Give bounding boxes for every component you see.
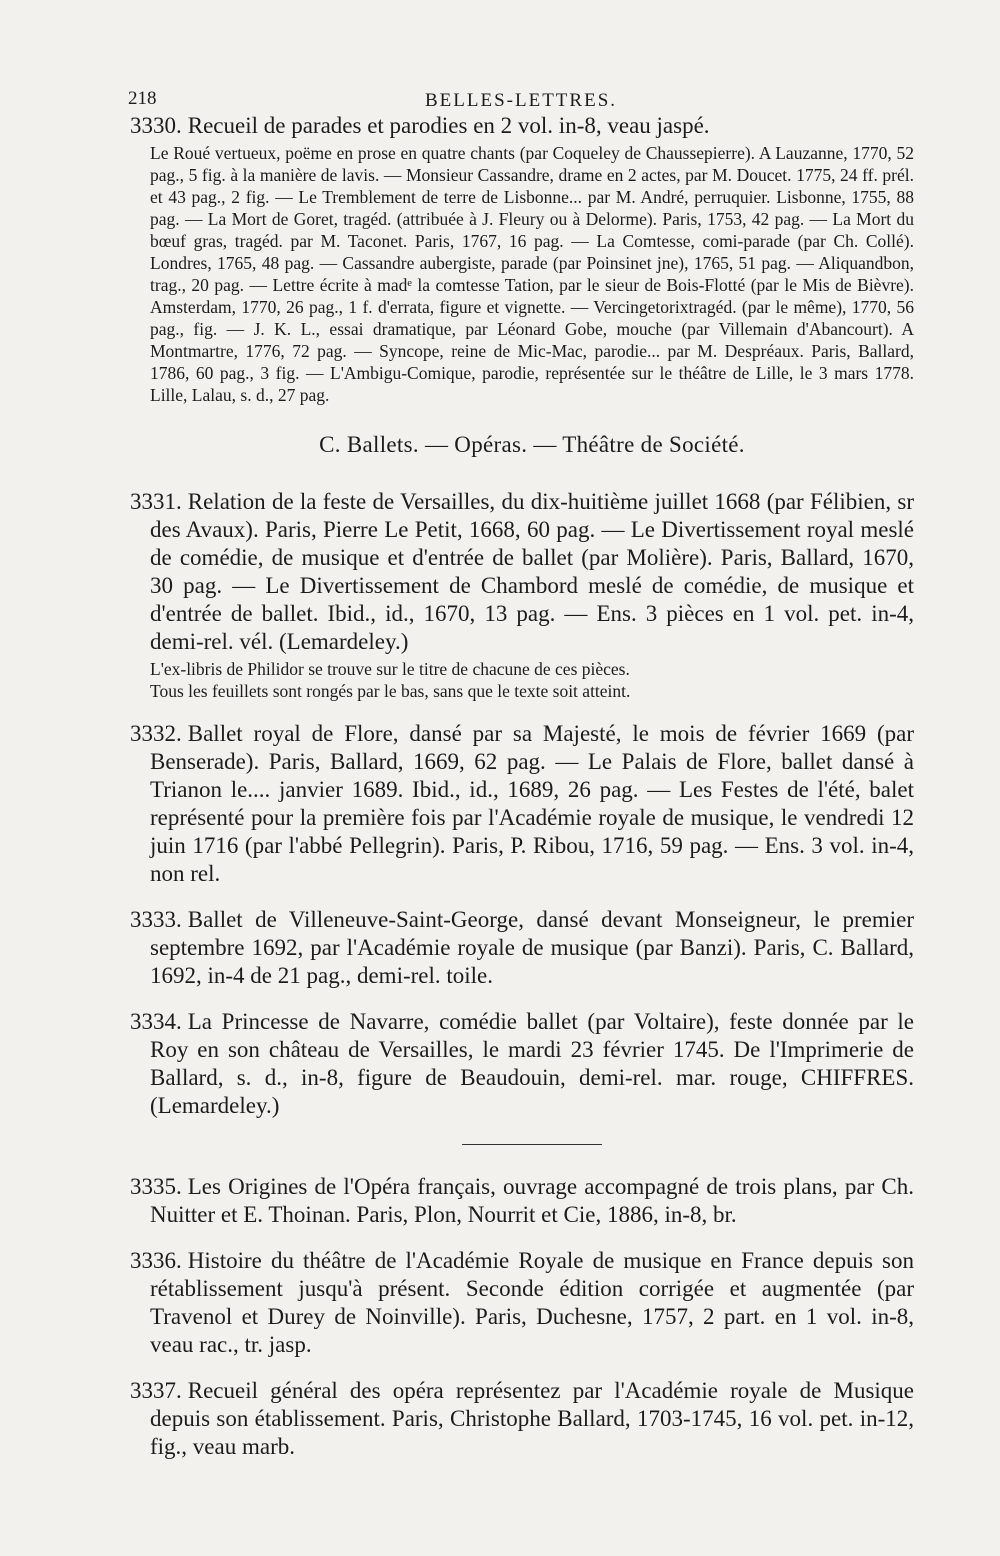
entry-3335: [130, 1173, 914, 1229]
entry-3330: [130, 112, 914, 406]
entry-number: 3334.: [130, 1009, 182, 1034]
entry-3336: [130, 1247, 914, 1359]
entry-text: Histoire du théâtre de l'Académie Royale de musique en France depuis son rétablissement jusqu'à présent. Seconde édition corrigée et augmentée (par Travenol et Durey de Noinville). Paris, Duchesne, 1757, 2 part. en 1 vol. in-8, veau rac., tr. jasp.: [150, 1248, 914, 1357]
running-head: [128, 78, 914, 112]
entry-main: [130, 720, 914, 888]
entry-3334: [130, 1008, 914, 1120]
entry-3333: [130, 906, 914, 990]
note-line: Tous les feuillets sont rongés par le bas, sans que le texte soit atteint.: [150, 681, 631, 701]
entry-text: Ballet de Villeneuve-Saint-George, dansé devant Monseigneur, le premier septembre 1692, par l'Académie royale de musique (par Banzi). Paris, C. Ballard, 1692, in-4 de 21 pag., demi-rel. toile.: [150, 907, 914, 988]
entry-text: Recueil de parades et parodies en 2 vol. in-8, veau jaspé.: [187, 113, 710, 138]
running-title: BELLES-LETTRES.: [425, 90, 618, 111]
section-heading: C. Ballets. — Opéras. — Théâtre de Société.: [319, 432, 745, 457]
entry-number: 3331.: [130, 489, 182, 514]
entry-main: [130, 1377, 914, 1461]
note-line: L'ex-libris de Philidor se trouve sur le titre de chacune de ces pièces.: [150, 659, 630, 679]
entry-main: [130, 1008, 914, 1120]
page-number: 218: [128, 88, 157, 109]
entry-3337: [130, 1377, 914, 1461]
entry-main: [130, 1247, 914, 1359]
entry-main: [130, 1173, 914, 1229]
entry-main: [130, 488, 914, 656]
note-paragraph: Le Roué vertueux, poëme en prose en quatre chants (par Coqueley de Chaussepierre). A Lauzanne, 1770, 52 pag., 5 fig. à la manière de lavis. — Monsieur Cassandre, drame en 2 actes, par M. Doucet. 1775, 24 ff. prél. et 43 pag., 2 fig. — Le Tremblement de terre de Lisbonne... par M. André, perruquier. Lisbonne, 1755, 88 pag. — La Mort de Goret, tragéd. (attribuée à J. Fleury ou à Delorme). Paris, 1753, 42 pag. — La Mort du bœuf gras, tragéd. par M. Taconet. Paris, 1767, 16 pag. — La Comtesse, comi-parade (par Ch. Collé). Londres, 1765, 48 pag. — Cassandre aubergiste, parade (par Poinsinet jne), 1765, 51 pag. — Aliquandbon, trag., 20 pag. — Lettre écrite à madᵉ la comtesse Tation, par le sieur de Bois-Flotté (par le Mis de Bièvre). Amsterdam, 1770, 26 pag., 1 f. d'errata, figure et vignette. — Vercingetorixtragéd. (par le même), 1770, 56 pag., fig. — J. K. L., essai dramatique, par Léonard Gobe, mouche (par Villemain d'Abancourt). A Montmartre, 1776, 72 pag. — Syncope, reine de Mic-Mac, parodie... par M. Despréaux. Paris, Ballard, 1786, 60 pag., 3 fig. — L'Ambigu-Comique, parodie, représentée sur le théâtre de Lille, le 3 mars 1778. Lille, Lalau, s. d., 27 pag.: [150, 143, 914, 405]
entry-number: 3332.: [130, 721, 182, 746]
entry-number: 3337.: [130, 1378, 182, 1403]
entry-main: [130, 112, 914, 140]
section-divider: [462, 1144, 602, 1145]
entry-number: 3333.: [130, 907, 182, 932]
entry-3331: [130, 488, 914, 702]
entry-number: 3336.: [130, 1248, 182, 1273]
entry-number: 3335.: [130, 1174, 182, 1199]
entry-text: La Princesse de Navarre, comédie ballet (par Voltaire), feste donnée par le Roy en son château de Versailles, le mardi 23 février 1745. De l'Imprimerie de Ballard, s. d., in-8, figure de Beaudouin, demi-rel. mar. rouge, CHIFFRES. (Lemardeley.): [150, 1009, 914, 1118]
entry-note: [150, 658, 914, 702]
entry-text: Relation de la feste de Versailles, du dix-huitième juillet 1668 (par Félibien, sr des Avaux). Paris, Pierre Le Petit, 1668, 60 pag. — Le Divertissement royal meslé de comédie, de musique et d'entrée de ballet (par Molière). Paris, Ballard, 1670, 30 pag. — Le Divertissement de Chambord meslé de comédie, de musique et d'entrée de ballet. Ibid., id., 1670, 13 pag. — Ens. 3 pièces en 1 vol. pet. in-4, demi-rel. vél. (Lemardeley.): [150, 489, 914, 654]
entry-text: Ballet royal de Flore, dansé par sa Majesté, le mois de février 1669 (par Benserade). Paris, Ballard, 1669, 62 pag. — Le Palais de Flore, ballet dansé à Trianon le.... janvier 1689. Ibid., id., 1689, 26 pag. — Les Festes de l'été, balet représenté pour la première fois par l'Académie royale de musique, le vendredi 12 juin 1716 (par l'abbé Pellegrin). Paris, P. Ribou, 1716, 59 pag. — Ens. 3 vol. in-4, non rel.: [150, 721, 914, 886]
entry-main: [130, 906, 914, 990]
entry-number: 3330.: [130, 113, 182, 138]
entry-text: Les Origines de l'Opéra français, ouvrage accompagné de trois plans, par Ch. Nuitter et E. Thoinan. Paris, Plon, Nourrit et Cie, 1886, in-8, br.: [150, 1174, 914, 1227]
entry-note: [150, 142, 914, 406]
entry-3332: [130, 720, 914, 888]
entry-text: Recueil général des opéra représentez par l'Académie royale de Musique depuis son établissement. Paris, Christophe Ballard, 1703-1745, 16 vol. pet. in-12, fig., veau marb.: [150, 1378, 914, 1459]
